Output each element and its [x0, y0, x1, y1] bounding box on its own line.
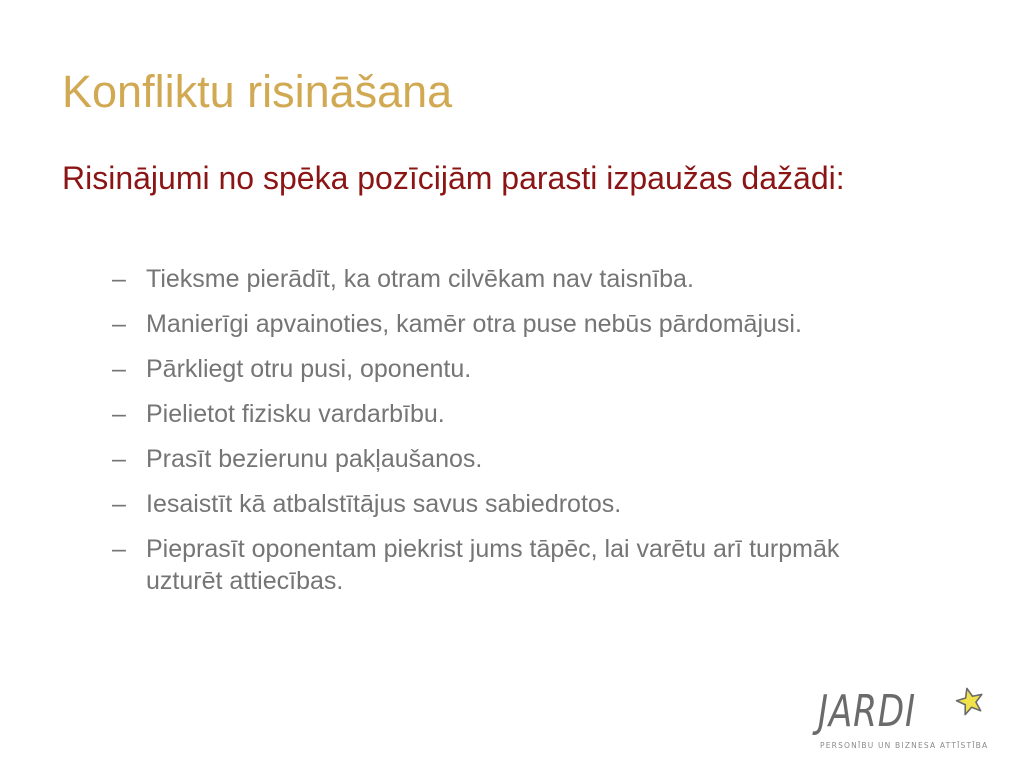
dash-bullet: – [112, 355, 126, 383]
list-item-text: Prasīt bezierunu pakļaušanos. [146, 445, 483, 473]
list-item [112, 443, 912, 475]
logo-wordmark: JARDI [818, 686, 916, 737]
jardi-logo [818, 686, 988, 756]
list-item-text: Pieprasīt oponentam piekrist jums tāpēc, lai varētu arī turpmāk uzturēt attiecības. [146, 535, 840, 595]
dash-bullet: – [112, 310, 126, 338]
dash-bullet: – [112, 445, 126, 473]
dash-bullet: – [112, 400, 126, 428]
list-item [112, 308, 912, 340]
list-item-text: Manierīgi apvainoties, kamēr otra puse nebūs pārdomājusi. [146, 310, 802, 338]
list-item-text: Pielietot fizisku vardarbību. [146, 400, 445, 428]
list-item [112, 353, 912, 385]
list-item [112, 488, 912, 520]
logo-tagline: PERSONĪBU UN BIZNESA ATTĪSTĪBA [820, 741, 989, 750]
list-item [112, 398, 912, 430]
sub-list [112, 263, 912, 610]
dash-bullet: – [112, 490, 126, 518]
slide-title: Konfliktu risināšana [62, 66, 453, 117]
list-item-text: Iesaistīt kā atbalstītājus savus sabiedrotos. [146, 490, 622, 518]
list-item-text: Pārkliegt otru pusi, oponentu. [146, 355, 472, 383]
list-item [112, 533, 912, 597]
star-icon [955, 686, 985, 716]
dash-bullet: – [112, 535, 126, 563]
dash-bullet: – [112, 265, 126, 293]
list-item-text: Tieksme pierādīt, ka otram cilvēkam nav taisnība. [146, 265, 694, 293]
main-point: Risinājumi no spēka pozīcijām parasti izpaužas dažādi: [62, 160, 845, 196]
list-item [112, 263, 912, 295]
